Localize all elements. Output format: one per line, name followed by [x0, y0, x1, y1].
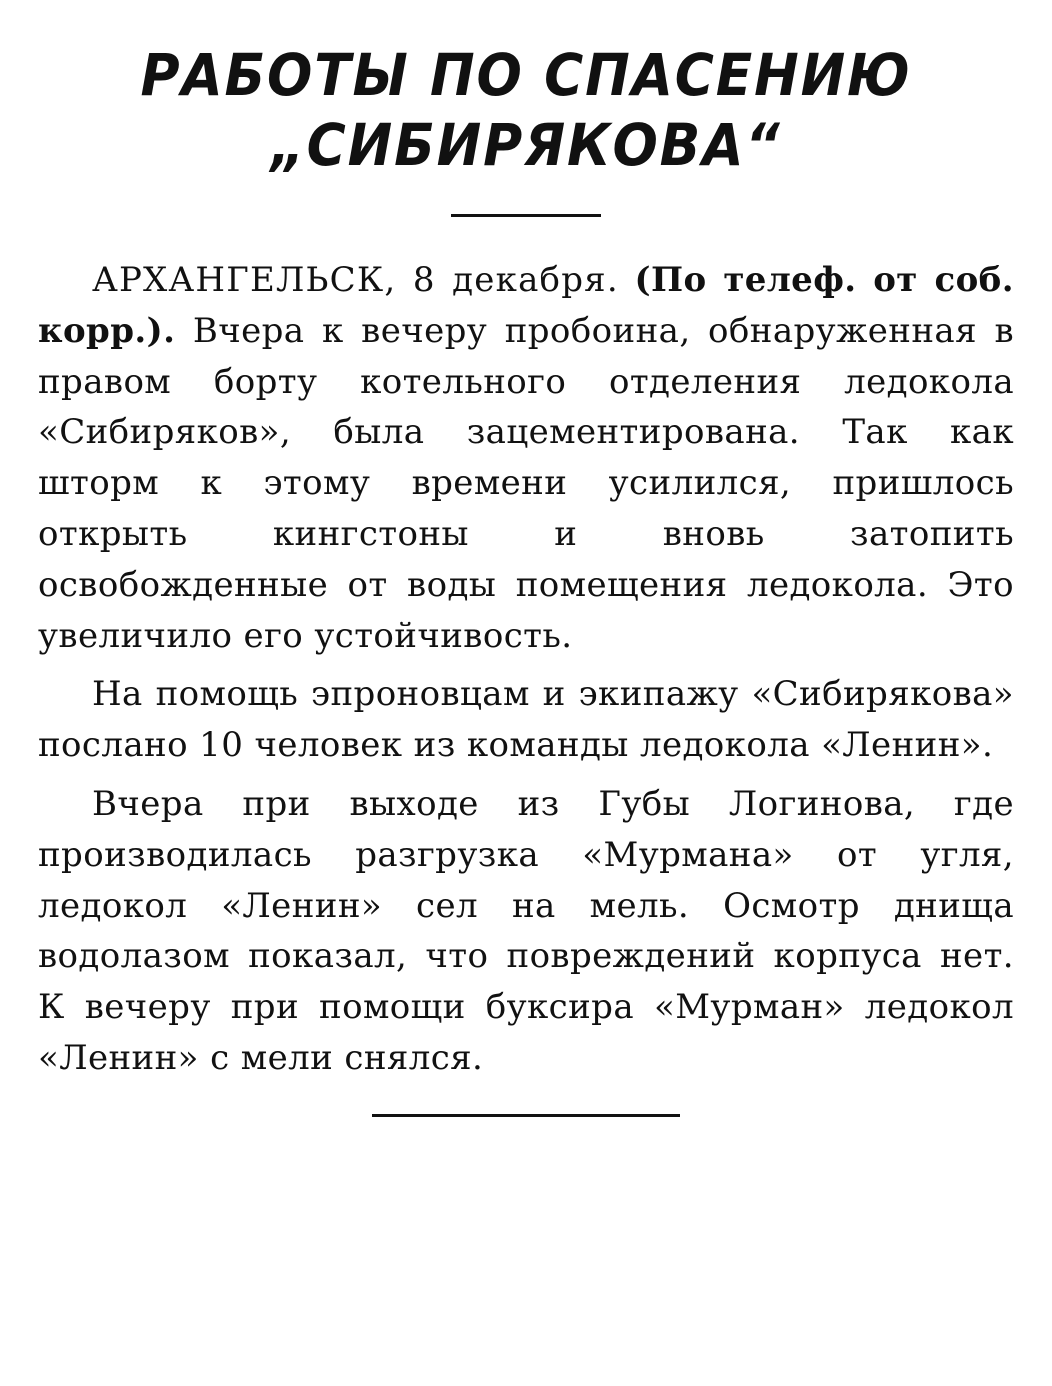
paragraph-1-text: Вчера к вечеру пробоина, обнаруженная в правом борту котельного отделения ледокола «Сибиряков», была зацементирована. Так как шторм к этому времени усилился, пришлось открыть кингстоны и вновь затопить освобожденные от воды помещения ледокола. Это увеличило его устойчивость.	[38, 310, 1014, 656]
headline-line-1: РАБОТЫ ПО СПАСЕНИЮ	[140, 41, 912, 109]
article-paragraph-3: Вчера при выходе из Губы Логинова, где производилась разгрузка «Мурмана» от угля, ледокол «Ленин» сел на мель. Осмотр днища водолазом показал, что повреждений корпуса нет. К вечеру при помощи буксира «Мурман» ледокол «Ленин» с мели снялся.	[38, 783, 1014, 1078]
article-headline	[77, 40, 975, 180]
dateline: АРХАНГЕЛЬСК, 8 декабря.	[92, 260, 619, 300]
article-paragraph-1	[38, 255, 1014, 661]
headline-line-2: „СИБИРЯКОВА“	[270, 111, 782, 179]
article-paragraph-2: На помощь эпроновцам и экипажу «Сибирякова» послано 10 человек из команды ледокола «Ленин».	[38, 674, 1014, 766]
source-note: (По телеф. от соб. корр.).	[38, 260, 1014, 351]
headline-divider	[451, 214, 601, 217]
newspaper-article	[38, 40, 1014, 1117]
article-end-rule	[372, 1114, 680, 1117]
